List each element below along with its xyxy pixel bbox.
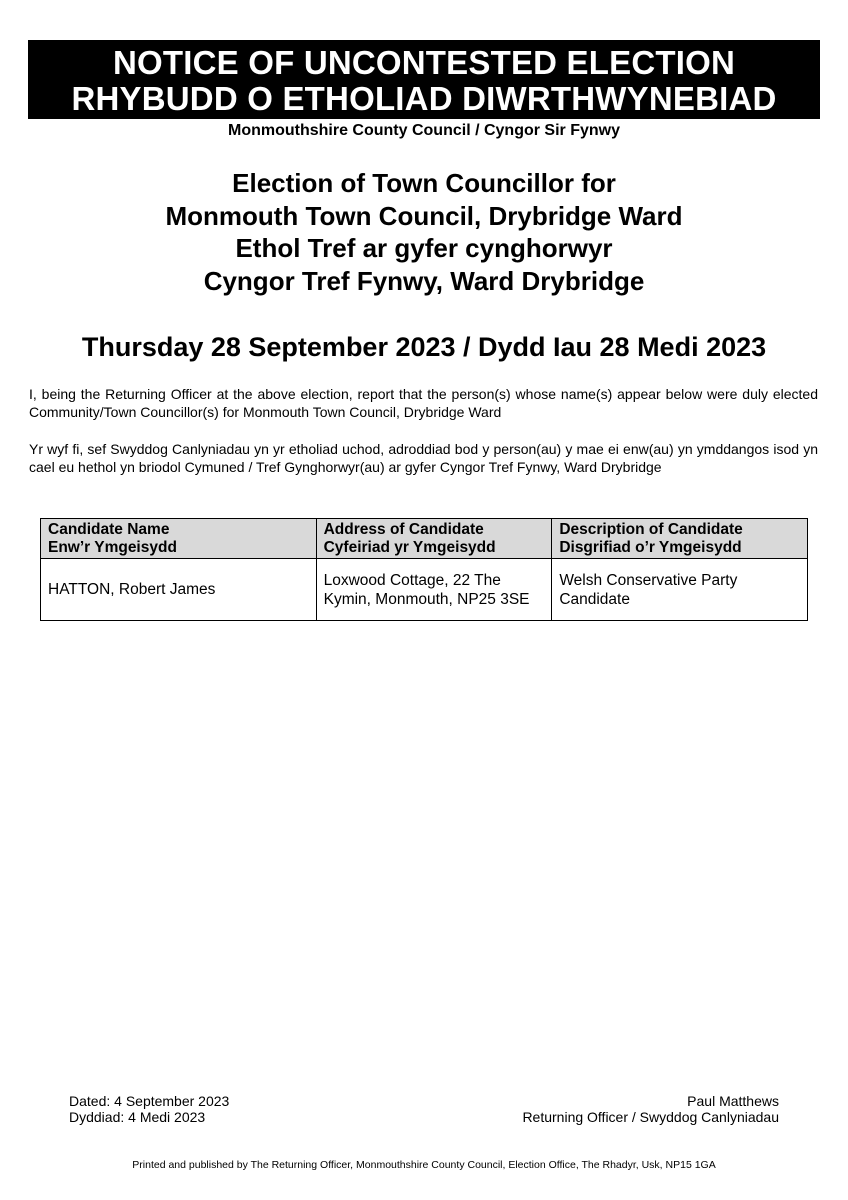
header-label-welsh: Enw’r Ymgeisydd [48,538,177,556]
election-title-line: Cyngor Tref Fynwy, Ward Drybridge [203,265,645,296]
header-label-welsh: Cyfeiriad yr Ymgeisydd [323,538,496,556]
election-title-line: Monmouth Town Council, Drybridge Ward [165,200,683,231]
declaration-english: I, being the Returning Officer at the above election, report that the person(s) whose name(s) appear below were duly elected Community/Town Councillor(s) for Monmouth Town Council, Drybridge Ward [29,386,818,420]
election-title-line: Election of Town Councillor for [232,168,616,198]
notice-banner [28,40,820,119]
header-candidate-name [41,519,317,559]
declaration-welsh: Yr wyf fi, sef Swyddog Canlyniadau yn yr etholiad uchod, adroddiad bod y person(au) y mae ei enw(au) yn ymddangos isod yn cael eu hethol yn briodol Cymuned / Tref Gynghorwyr(au) ar gyfer Cyngor Tref Fynwy, Ward Drybridge [29,441,818,475]
officer-title: Returning Officer / Swyddog Canlyniadau [522,1109,779,1125]
signature-block [522,1093,779,1125]
council-name: Monmouthshire County Council / Cyngor Sir Fynwy [227,122,620,139]
header-label-english: Description of Candidate [559,520,743,538]
election-date: Thursday 28 September 2023 / Dydd Iau 28 Medi 2023 [81,332,767,362]
table-row [41,559,808,621]
imprint: Printed and published by The Returning Officer, Monmouthshire County Council, Election Office, The Rhadyr, Usk, NP15 1GA [132,1159,716,1171]
election-title [0,167,848,297]
dated-english: Dated: 4 September 2023 [69,1093,230,1109]
header-label-english: Candidate Name [48,520,170,538]
header-label-welsh: Disgrifiad o’r Ymgeisydd [559,538,742,556]
header-candidate-address [316,519,552,559]
officer-name: Paul Matthews [687,1093,779,1109]
candidates-table [40,518,808,621]
candidate-description: Welsh Conservative Party Candidate [552,559,808,621]
date-block [69,1093,229,1125]
banner-title-welsh: RHYBUDD O ETHOLIAD DIWRTHWYNEBIAD [71,80,777,117]
table-header-row [41,519,808,559]
dated-welsh: Dyddiad: 4 Medi 2023 [69,1109,206,1125]
election-title-line: Ethol Tref ar gyfer cynghorwyr [235,233,613,263]
header-label-english: Address of Candidate [323,520,484,538]
candidate-address: Loxwood Cottage, 22 The Kymin, Monmouth, NP25 3SE [316,559,552,621]
banner-title-english: NOTICE OF UNCONTESTED ELECTION [112,44,735,81]
header-candidate-description [552,519,808,559]
candidate-name: HATTON, Robert James [41,559,317,621]
